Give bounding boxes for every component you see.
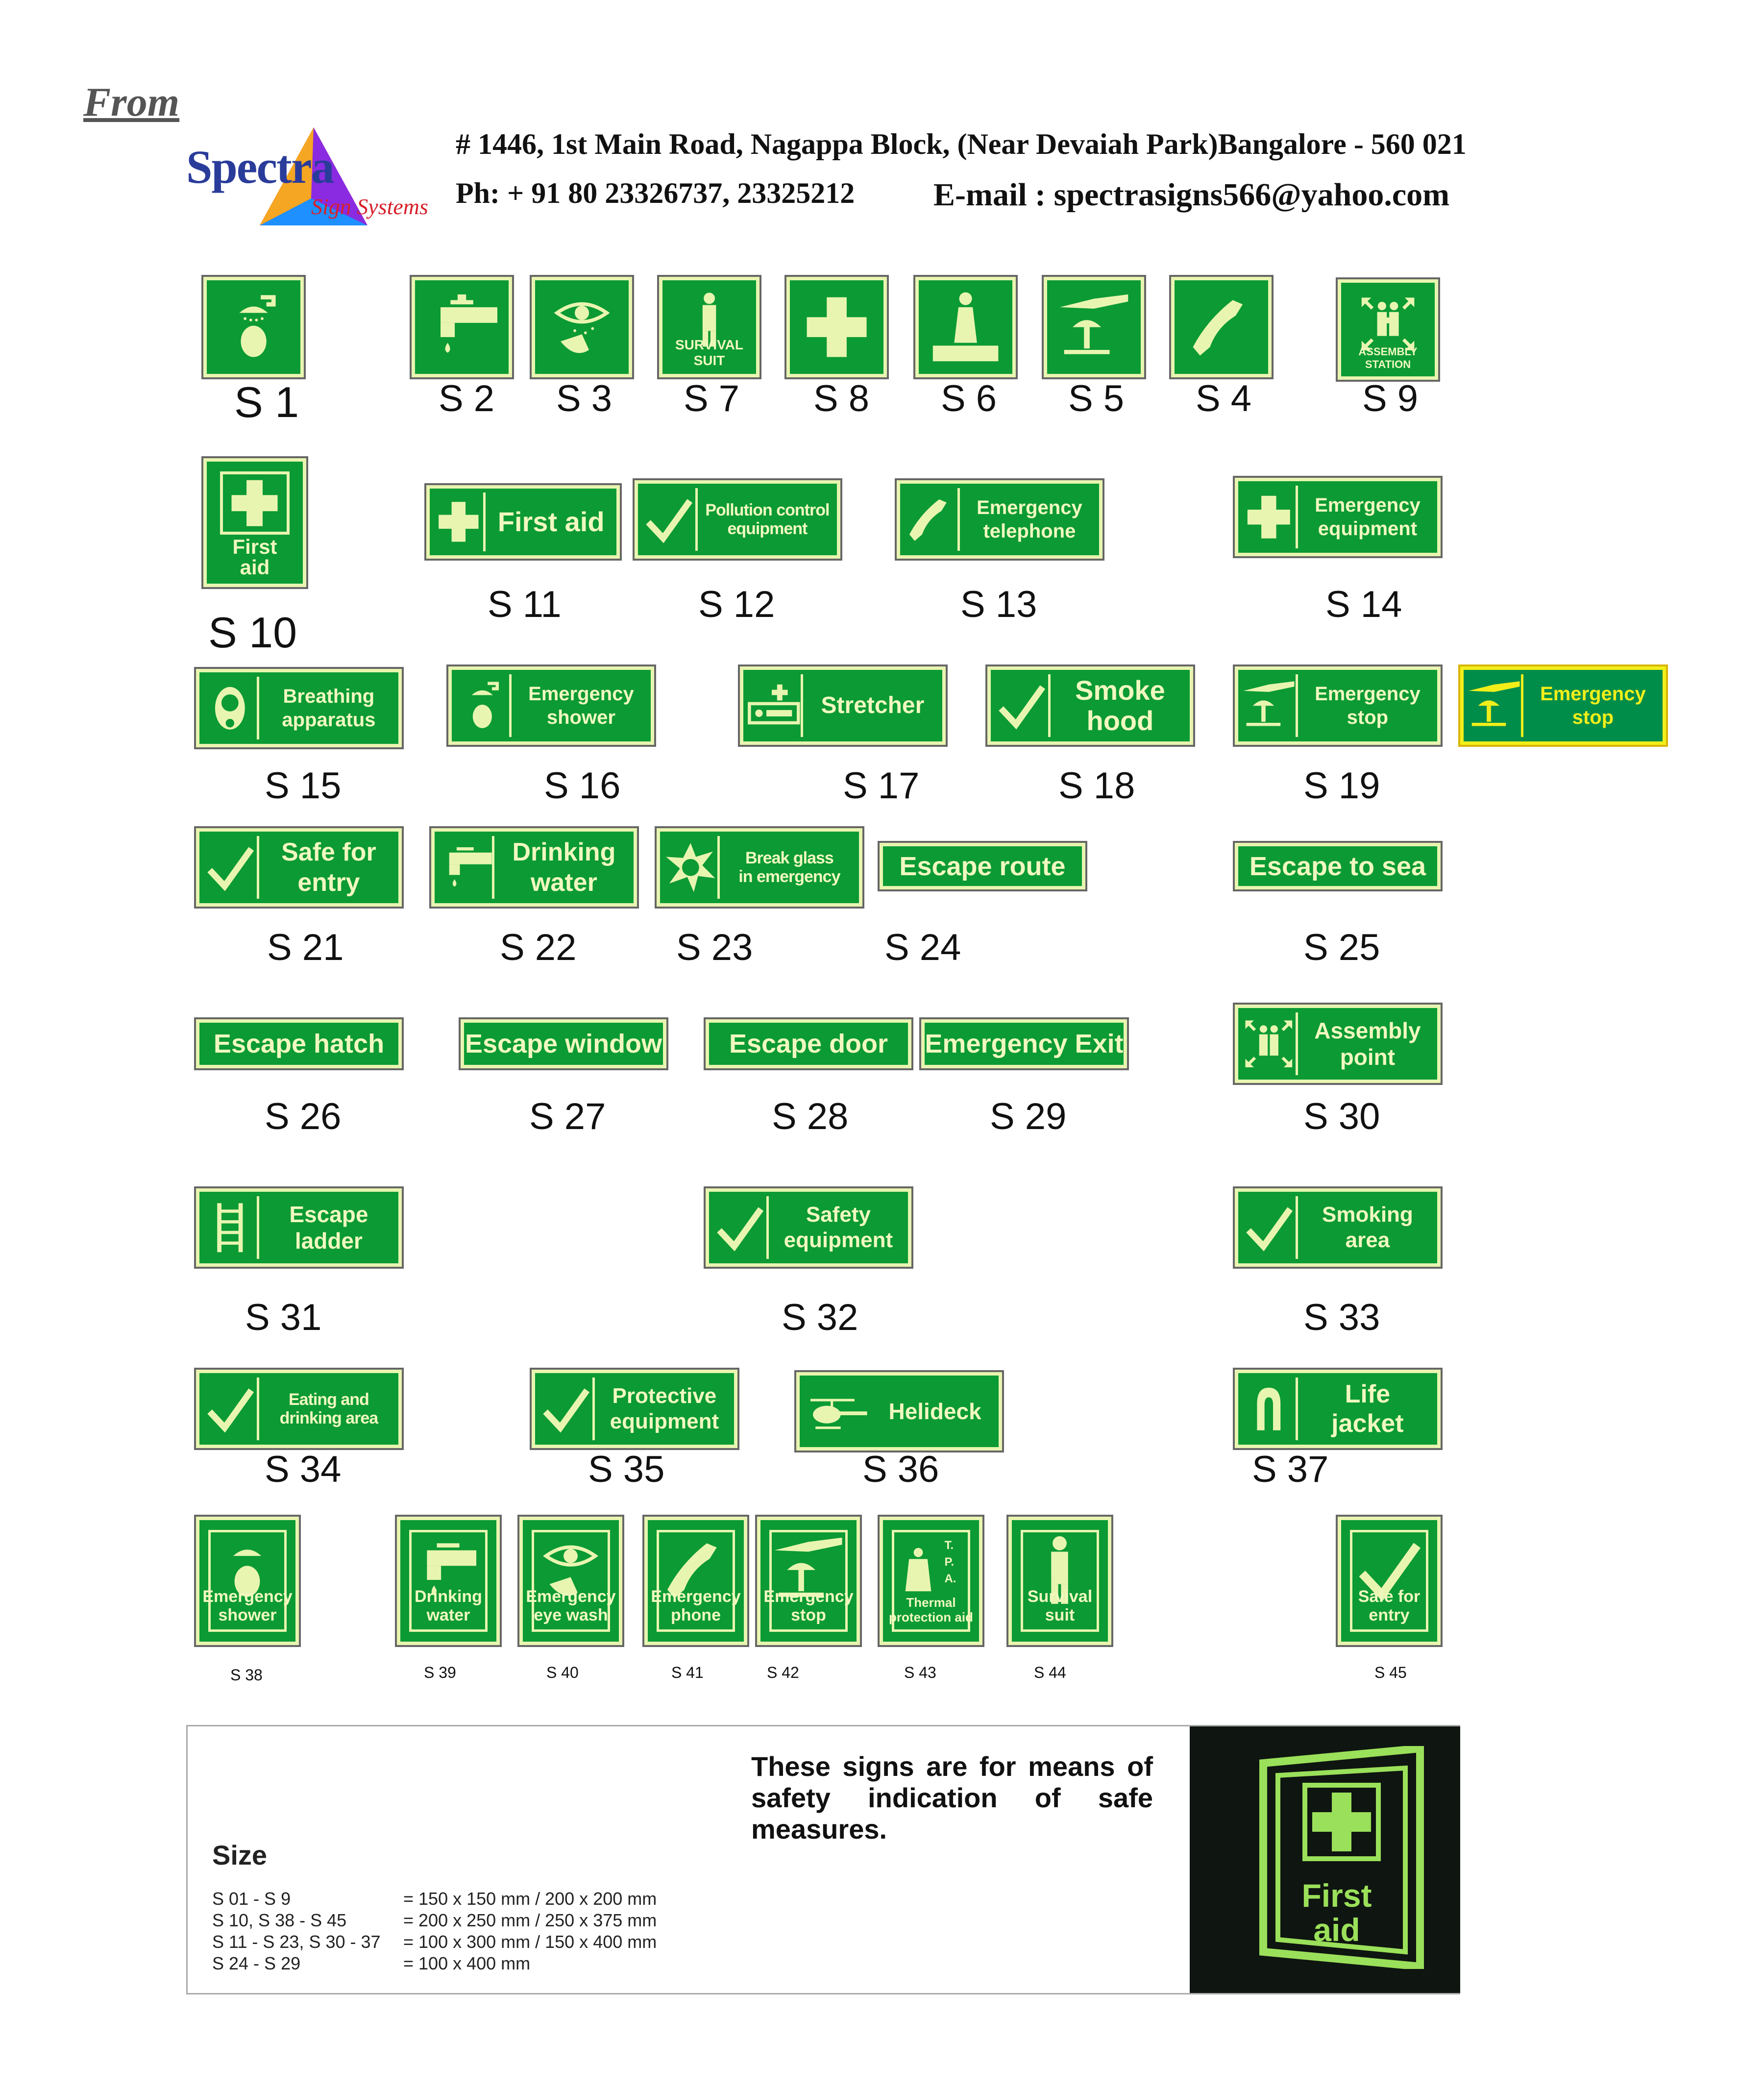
sign-s17-label: Stretcher xyxy=(821,692,925,718)
code-s1: S 1 xyxy=(234,378,299,426)
code-s13: S 13 xyxy=(960,584,1037,625)
code-s44: S 44 xyxy=(1034,1664,1066,1681)
code-s17: S 17 xyxy=(843,765,920,807)
code-s29: S 29 xyxy=(990,1096,1067,1137)
sign-s39 xyxy=(397,1517,500,1645)
info-panel xyxy=(186,1725,1460,1994)
size-value: = 100 x 400 mm xyxy=(403,1953,531,1973)
sign-s16 xyxy=(448,666,654,745)
sign-s23-label: Break glass in emergency xyxy=(738,849,840,886)
sign-s10 xyxy=(203,458,306,587)
sign-s30-label: Assembly point xyxy=(1314,1018,1421,1070)
code-s42: S 42 xyxy=(767,1664,799,1681)
code-s15: S 15 xyxy=(265,765,342,807)
code-s33: S 33 xyxy=(1303,1297,1380,1338)
sign-s39-label: Drinking water xyxy=(415,1587,482,1625)
company-logo xyxy=(186,125,441,228)
tap-icon xyxy=(426,292,497,363)
sign-s12 xyxy=(635,480,840,559)
code-s19: S 19 xyxy=(1303,765,1380,807)
sign-s31-label: Escape ladder xyxy=(289,1202,368,1254)
sign-s1 xyxy=(203,277,304,377)
life-jacket-icon xyxy=(1242,1378,1298,1440)
size-range: S 11 - S 23, S 30 - 37 xyxy=(212,1932,381,1952)
sign-s31 xyxy=(196,1188,402,1267)
helicopter-icon xyxy=(804,1380,875,1443)
size-row xyxy=(212,1910,657,1931)
sign-s11 xyxy=(426,485,620,559)
stop-button-icon xyxy=(1468,674,1523,737)
check-icon xyxy=(1242,1196,1298,1259)
check-icon xyxy=(203,1378,259,1440)
tap-icon xyxy=(439,836,494,899)
sign-s45-label: Safe for entry xyxy=(1358,1587,1421,1625)
sign-s43-tpa: T. P. A. xyxy=(944,1538,956,1585)
safety-note: These signs are for means of safety indication of safe measures. xyxy=(751,1751,1153,1845)
code-s22: S 22 xyxy=(500,927,577,968)
sign-s24-label: Escape route xyxy=(899,851,1066,881)
sign-s27-label: Escape window xyxy=(465,1029,662,1058)
code-s40: S 40 xyxy=(546,1664,579,1681)
sign-s14-label: Emergency equipment xyxy=(1315,494,1421,540)
sign-s35 xyxy=(532,1370,737,1448)
cross-icon xyxy=(220,471,289,535)
break-glass-icon xyxy=(664,836,720,899)
code-s5: S 5 xyxy=(1068,378,1125,419)
sign-s28 xyxy=(706,1019,911,1068)
sign-s10-label: First aid xyxy=(232,535,277,579)
eye-wash-icon xyxy=(546,292,617,363)
code-s41: S 41 xyxy=(671,1664,704,1681)
sign-s36 xyxy=(796,1372,1002,1451)
glow-sign-label: First aid xyxy=(1301,1877,1372,1948)
sign-s18-label: Smoke hood xyxy=(1075,675,1165,736)
sign-s45 xyxy=(1338,1517,1441,1645)
glow-sample xyxy=(1190,1726,1460,1993)
code-s26: S 26 xyxy=(265,1096,342,1137)
sign-s19-label: Emergency stop xyxy=(1315,683,1421,728)
sign-s17 xyxy=(740,666,946,745)
code-s3: S 3 xyxy=(556,378,612,419)
code-s24: S 24 xyxy=(884,927,961,968)
sign-s34-label: Eating and drinking area xyxy=(279,1390,378,1427)
code-s10: S 10 xyxy=(208,608,297,657)
stop-button-icon xyxy=(1058,292,1129,363)
sign-s38 xyxy=(196,1517,299,1645)
size-row xyxy=(212,1953,657,1974)
sign-s40 xyxy=(519,1517,622,1645)
sign-s9-caption: ASSEMBLY STATION xyxy=(1358,345,1418,370)
code-s2: S 2 xyxy=(439,378,495,419)
sign-s32-label: Safety equipment xyxy=(784,1203,893,1252)
sign-s26 xyxy=(196,1019,402,1068)
sign-s33 xyxy=(1235,1188,1441,1267)
sign-s41 xyxy=(644,1517,747,1645)
sign-s37-label: Life jacket xyxy=(1331,1380,1404,1438)
code-s6: S 6 xyxy=(941,378,997,419)
logo-name: Spectra xyxy=(186,141,334,193)
code-s39: S 39 xyxy=(424,1664,456,1681)
code-s35: S 35 xyxy=(588,1449,665,1490)
sign-s5 xyxy=(1044,277,1144,377)
logo-subtitle: Sign Systems xyxy=(311,194,428,219)
sign-s28-label: Escape door xyxy=(729,1029,888,1058)
sign-s32 xyxy=(706,1188,911,1267)
sign-s13-label: Emergency telephone xyxy=(977,497,1082,542)
shower-icon xyxy=(456,674,512,737)
sign-s24 xyxy=(880,843,1085,889)
sign-s19-variant-label: Emergency stop xyxy=(1540,683,1646,728)
sign-s21 xyxy=(196,828,402,907)
code-s43: S 43 xyxy=(904,1664,936,1681)
sign-s19 xyxy=(1235,666,1441,745)
check-icon xyxy=(539,1378,595,1440)
company-phone: Ph: + 91 80 23326737, 23325212 xyxy=(456,177,855,209)
company-address: # 1446, 1st Main Road, Nagappa Block, (Near Devaiah Park)Bangalore - 560 021 xyxy=(456,128,1467,160)
breathing-mask-icon xyxy=(203,677,259,739)
stretcher-icon xyxy=(747,674,803,737)
size-range: S 10, S 38 - S 45 xyxy=(212,1910,347,1930)
sign-s35-label: Protective equipment xyxy=(610,1384,719,1433)
sign-s40-label: Emergency eye wash xyxy=(526,1587,616,1625)
sign-s3 xyxy=(532,277,632,377)
size-value: = 100 x 300 mm / 150 x 400 mm xyxy=(403,1932,657,1952)
sign-s29 xyxy=(921,1019,1127,1068)
code-s8: S 8 xyxy=(813,378,870,419)
sign-s26-label: Escape hatch xyxy=(213,1029,385,1058)
check-icon xyxy=(203,836,259,899)
code-s16: S 16 xyxy=(544,765,621,807)
sign-s29-label: Emergency Exit xyxy=(925,1029,1124,1058)
company-email: E-mail : spectrasigns566@yahoo.com xyxy=(933,177,1450,213)
code-s23: S 23 xyxy=(676,927,753,968)
assembly-icon xyxy=(1242,1012,1298,1075)
code-s4: S 4 xyxy=(1196,378,1252,419)
person-icon xyxy=(930,292,1001,363)
sign-s23 xyxy=(657,828,862,907)
sign-s43 xyxy=(880,1517,982,1645)
code-s34: S 34 xyxy=(265,1449,342,1490)
code-s36: S 36 xyxy=(862,1449,939,1490)
sign-s18 xyxy=(987,666,1193,745)
sign-s22-label: Drinking water xyxy=(512,838,616,897)
sign-s41-label: Emergency phone xyxy=(651,1587,741,1625)
sign-s38-label: Emergency shower xyxy=(202,1587,293,1625)
ladder-icon xyxy=(203,1196,259,1259)
code-s25: S 25 xyxy=(1303,927,1380,968)
sign-s44-label: Survival suit xyxy=(1027,1587,1093,1625)
size-value: = 200 x 250 mm / 250 x 375 mm xyxy=(403,1910,657,1930)
size-row xyxy=(212,1931,657,1953)
shower-icon xyxy=(218,292,289,363)
sign-s15 xyxy=(196,669,402,747)
code-s11: S 11 xyxy=(488,584,562,625)
sign-s14 xyxy=(1235,478,1441,556)
size-value: = 150 x 150 mm / 200 x 200 mm xyxy=(403,1889,657,1909)
sign-s30 xyxy=(1235,1005,1441,1083)
size-range: S 01 - S 9 xyxy=(212,1889,291,1909)
code-s27: S 27 xyxy=(529,1096,606,1137)
code-s21: S 21 xyxy=(267,927,344,968)
code-s14: S 14 xyxy=(1325,584,1402,625)
code-s7: S 7 xyxy=(684,378,740,419)
size-row xyxy=(212,1888,657,1910)
sign-s4 xyxy=(1171,277,1272,377)
code-s28: S 28 xyxy=(772,1096,849,1137)
thermal-suit-icon xyxy=(895,1535,941,1605)
sign-s11-label: First aid xyxy=(497,506,605,537)
size-range: S 24 - S 29 xyxy=(212,1953,301,1973)
phone-icon xyxy=(904,488,960,551)
sign-s42 xyxy=(757,1517,860,1645)
sign-s7-caption: SURVIVAL SUIT xyxy=(675,337,743,368)
sign-s21-label: Safe for entry xyxy=(281,838,376,897)
code-s45: S 45 xyxy=(1374,1664,1407,1681)
sign-s8 xyxy=(786,277,887,377)
cross-icon xyxy=(801,292,872,363)
sign-s27 xyxy=(461,1019,666,1068)
sign-s7 xyxy=(659,277,760,377)
size-title: Size xyxy=(212,1840,268,1870)
code-s9: S 9 xyxy=(1362,378,1419,419)
code-s18: S 18 xyxy=(1058,765,1135,807)
sign-s16-label: Emergency shower xyxy=(528,683,634,728)
code-s30: S 30 xyxy=(1303,1096,1380,1137)
code-s37: S 37 xyxy=(1252,1449,1329,1490)
code-s12: S 12 xyxy=(698,584,775,625)
phone-icon xyxy=(1186,292,1257,363)
sign-s12-label: Pollution control equipment xyxy=(705,501,830,538)
stop-button-icon xyxy=(1242,674,1298,737)
sign-s25-label: Escape to sea xyxy=(1249,851,1426,881)
sign-s43-label: Thermal protection aid xyxy=(889,1595,973,1625)
code-s31: S 31 xyxy=(245,1297,322,1338)
sign-s36-label: Helideck xyxy=(888,1399,981,1424)
sign-s37 xyxy=(1235,1370,1441,1448)
check-icon xyxy=(995,674,1051,737)
cross-icon xyxy=(1242,486,1298,548)
code-s32: S 32 xyxy=(782,1297,858,1338)
sign-s15-label: Breathing apparatus xyxy=(282,686,376,731)
sign-s9 xyxy=(1338,279,1438,380)
check-icon xyxy=(642,488,698,551)
size-table xyxy=(212,1888,657,1974)
sign-s22 xyxy=(431,828,637,907)
from-label: From xyxy=(83,79,180,125)
sign-s44 xyxy=(1008,1517,1111,1645)
cross-icon xyxy=(434,492,486,551)
code-s38: S 38 xyxy=(230,1666,263,1684)
sign-s6 xyxy=(915,277,1016,377)
sign-s33-label: Smoking area xyxy=(1322,1203,1413,1252)
sign-s42-label: Emergency stop xyxy=(763,1587,854,1625)
sign-s13 xyxy=(897,480,1102,559)
sign-s19-variant xyxy=(1460,666,1666,745)
sign-s25 xyxy=(1235,843,1441,889)
check-icon xyxy=(713,1196,769,1259)
sign-s2 xyxy=(412,277,512,377)
sign-s34 xyxy=(196,1370,402,1448)
